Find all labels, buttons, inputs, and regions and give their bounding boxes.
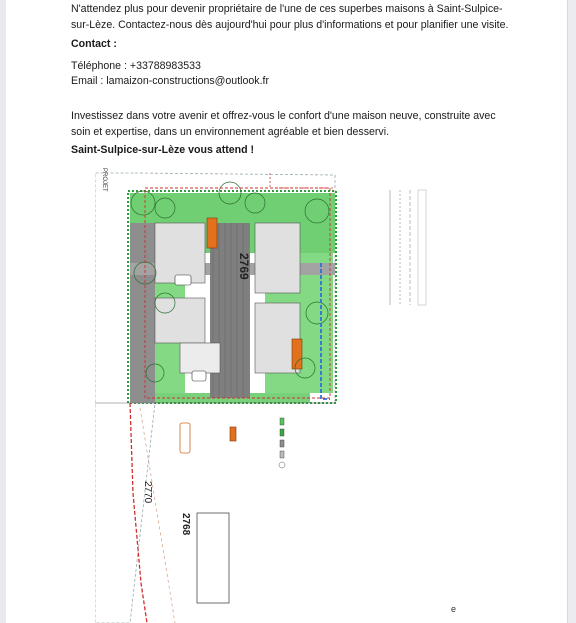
intro-paragraph: N'attendez plus pour devenir propriétaire de l'une de ces superbes maisons à Saint-Sulpice-sur-Lèze. Contactez-nous dès aujourd'hui pour plus d'informations et pour planifier une visite.	[71, 3, 509, 31]
plan-legend-strip	[380, 185, 430, 315]
svg-text:PROJET: PROJET	[101, 168, 107, 192]
phone-line[interactable]: Téléphone : +33788983533	[71, 60, 201, 72]
svg-text:2768: 2768	[180, 513, 191, 536]
svg-text:2769: 2769	[237, 253, 251, 280]
contact-heading: Contact :	[71, 38, 117, 50]
left-edge-strip	[0, 0, 6, 623]
invest-paragraph: Investissez dans votre avenir et offrez-vous le confort d'une maison neuve, construite avec soin et expertise, dans un environnement agréable et bien desservi.	[71, 110, 496, 138]
scrollbar-track[interactable]	[567, 0, 576, 623]
email-line[interactable]: Email : lamaizon-constructions@outlook.fr	[71, 75, 269, 87]
svg-text:2770: 2770	[142, 481, 153, 504]
closing-line: Saint-Sulpice-sur-Lèze vous attend !	[71, 144, 255, 156]
corner-letter: e	[451, 604, 457, 614]
